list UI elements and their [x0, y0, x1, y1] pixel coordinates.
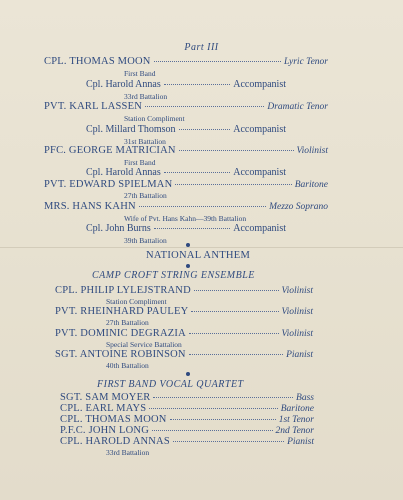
- dot-leader: [179, 150, 294, 151]
- ensemble-row: [55, 306, 313, 317]
- performer-name: CPL. PHILIP LYLEJSTRAND: [55, 285, 191, 296]
- accompanist-role: Accompanist: [233, 167, 286, 178]
- accompanist-row: [86, 167, 286, 178]
- dot-leader: [179, 129, 231, 130]
- performer-row: [44, 56, 328, 67]
- performer-name: CPL. HAROLD ANNAS: [60, 436, 170, 447]
- performer-unit: 33rd Battalion: [106, 448, 150, 457]
- performer-row: [44, 145, 328, 156]
- dot-leader: [170, 419, 276, 420]
- quartet-row: [60, 425, 314, 436]
- performer-role: Pianist: [287, 437, 314, 447]
- performer-role: Bass: [296, 393, 314, 403]
- dot-leader: [139, 206, 266, 207]
- performer-role: 2nd Tenor: [275, 426, 314, 436]
- accompanist-row: [86, 79, 286, 90]
- performer-name: SGT. ANTOINE ROBINSON: [55, 349, 186, 360]
- accompanist-role: Accompanist: [233, 223, 286, 234]
- dot-leader: [154, 228, 231, 229]
- performer-role: Violinist: [281, 286, 313, 296]
- anthem-title: NATIONAL ANTHEM: [146, 250, 251, 261]
- dot-leader: [164, 84, 231, 85]
- dot-leader: [189, 333, 279, 334]
- dot-leader: [175, 184, 291, 185]
- quartet-title: FIRST BAND VOCAL QUARTET: [97, 379, 244, 390]
- accompanist-unit: 33rd Battalion: [124, 92, 168, 101]
- dot-leader: [145, 106, 264, 107]
- part-title: Part III: [184, 42, 219, 53]
- performer-unit: 27th Battalion: [106, 318, 149, 327]
- performer-row: [44, 179, 328, 190]
- dot-leader: [194, 290, 279, 291]
- ensemble-row: [55, 285, 313, 296]
- performer-name: PVT. KARL LASSEN: [44, 101, 142, 112]
- performer-name: CPL. THOMAS MOON: [44, 56, 151, 67]
- performer-row: [44, 101, 328, 112]
- performer-unit: First Band: [124, 158, 156, 167]
- dot-leader: [173, 441, 284, 442]
- performer-unit: 27th Battalion: [124, 191, 167, 200]
- performer-role: Violinist: [296, 146, 328, 156]
- performer-name: PVT. EDWARD SPIELMAN: [44, 179, 173, 190]
- section-bullet: [186, 264, 190, 268]
- dot-leader: [154, 61, 281, 62]
- performer-name: CPL. THOMAS MOON: [60, 414, 167, 425]
- dot-leader: [164, 172, 231, 173]
- accompanist-unit: 31st Battalion: [124, 137, 166, 146]
- accompanist-name: Cpl. Harold Annas: [86, 167, 161, 178]
- performer-unit: Station Compliment: [106, 297, 167, 306]
- section-bullet: [186, 372, 190, 376]
- performer-name: PVT. DOMINIC DEGRAZIA: [55, 328, 186, 339]
- accompanist-row: [86, 223, 286, 234]
- performer-name: MRS. HANS KAHN: [44, 201, 136, 212]
- performer-role: Baritone: [294, 180, 328, 190]
- performer-role: Pianist: [286, 350, 313, 360]
- performer-unit: Special Service Battalion: [106, 340, 182, 349]
- performer-role: Mezzo Soprano: [269, 202, 328, 212]
- accompanist-name: Cpl. John Burns: [86, 223, 151, 234]
- performer-role: Violinist: [281, 307, 313, 317]
- performer-unit: First Band: [124, 69, 156, 78]
- dot-leader: [152, 430, 273, 431]
- performer-role: 1st Tenor: [278, 415, 314, 425]
- performer-unit: 40th Battalion: [106, 361, 149, 370]
- performer-role: Dramatic Tenor: [267, 102, 328, 112]
- performer-name: CPL. EARL MAYS: [60, 403, 147, 414]
- accompanist-row: [86, 124, 286, 135]
- ensemble-row: [55, 349, 313, 360]
- accompanist-name: Cpl. Millard Thomson: [86, 124, 176, 135]
- quartet-row: [60, 436, 314, 447]
- performer-name: SGT. SAM MOYER: [60, 392, 151, 403]
- performer-row: [44, 201, 328, 212]
- quartet-row: [60, 403, 314, 414]
- section-bullet: [186, 243, 190, 247]
- performer-unit: Station Compliment: [124, 114, 185, 123]
- ensemble-title: CAMP CROFT STRING ENSEMBLE: [92, 270, 255, 281]
- dot-leader: [189, 354, 283, 355]
- dot-leader: [153, 397, 293, 398]
- quartet-row: [60, 392, 314, 403]
- performer-unit: Wife of Pvt. Hans Kahn—39th Battalion: [124, 214, 247, 223]
- page-fold: [0, 247, 403, 248]
- accompanist-role: Accompanist: [233, 124, 286, 135]
- performer-name: PVT. RHEINHARD PAULEY: [55, 306, 189, 317]
- accompanist-unit: 39th Battalion: [124, 236, 167, 245]
- performer-role: Violinist: [281, 329, 313, 339]
- dot-leader: [191, 311, 278, 312]
- performer-role: Lyric Tenor: [284, 57, 328, 67]
- ensemble-row: [55, 328, 313, 339]
- dot-leader: [149, 408, 277, 409]
- performer-name: P.F.C. JOHN LONG: [60, 425, 149, 436]
- performer-name: PFC. GEORGE MATRICIAN: [44, 145, 176, 156]
- quartet-row: [60, 414, 314, 425]
- accompanist-role: Accompanist: [233, 79, 286, 90]
- accompanist-name: Cpl. Harold Annas: [86, 79, 161, 90]
- performer-role: Baritone: [280, 404, 314, 414]
